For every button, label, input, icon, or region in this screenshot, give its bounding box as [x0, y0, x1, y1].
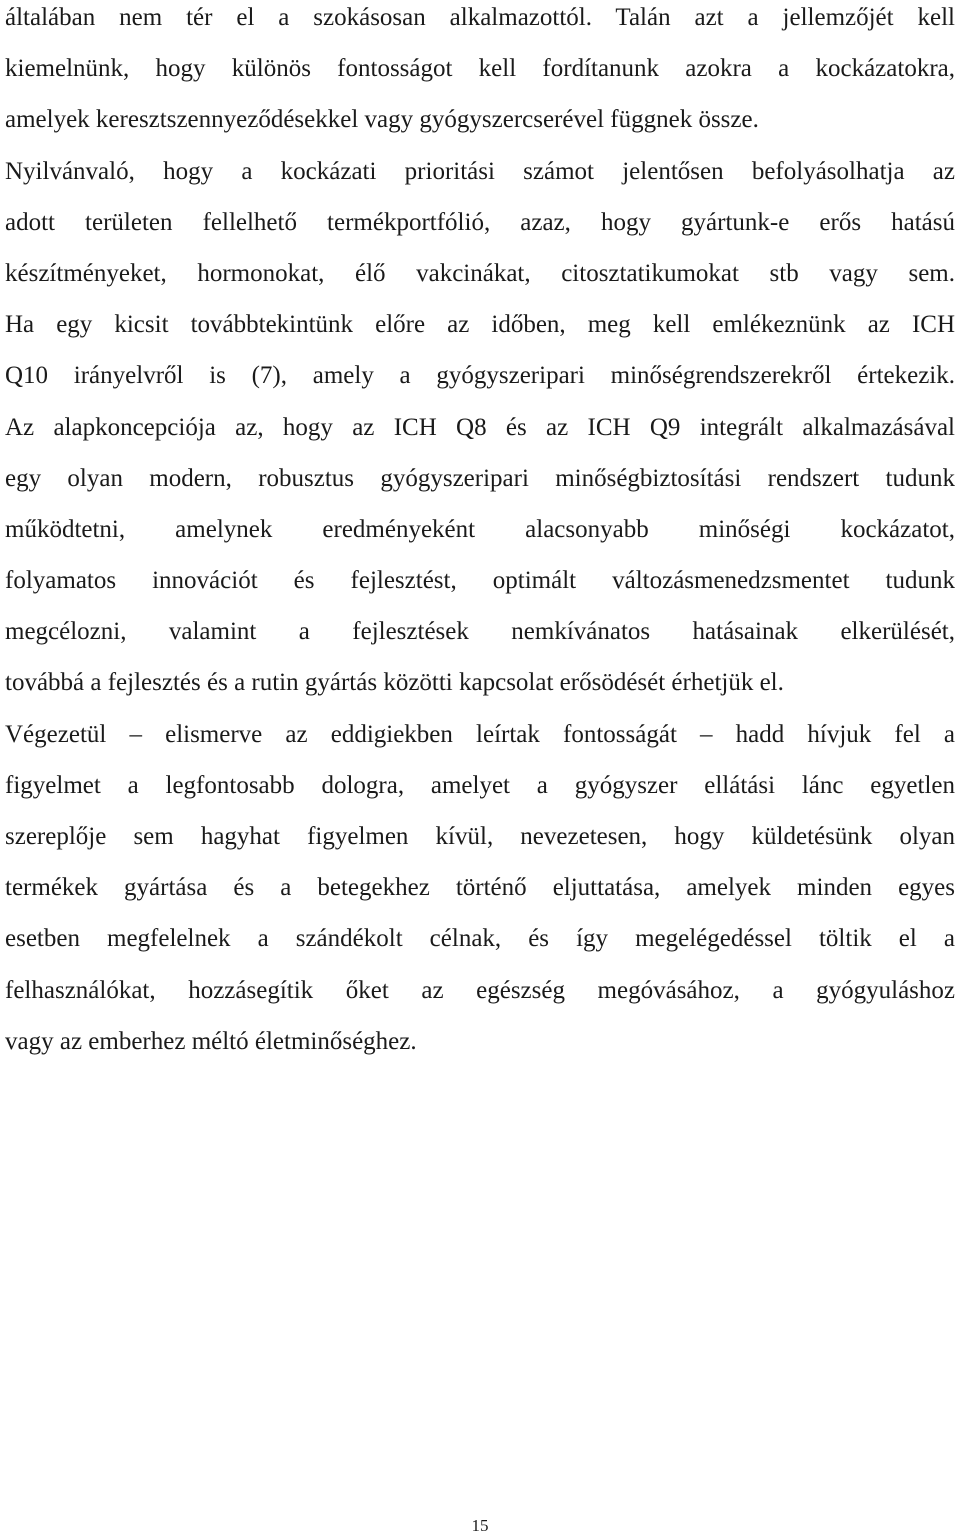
text-line: továbbá a fejlesztés és a rutin gyártás közötti kapcsolat erősödését érhetjük el. [5, 669, 784, 697]
text-line: kiemelnünk, hogy különös fontosságot kell fordítanunk azokra a kockázatokra, [5, 55, 955, 83]
text-line: készítményeket, hormonokat, élő vakcinákat, citosztatikumokat stb vagy sem. [5, 259, 955, 287]
text-line: esetben megfelelnek a szándékolt célnak, és így megelégedéssel töltik el a [5, 925, 955, 953]
text-line: adott területen fellelhető termékportfólió, azaz, hogy gyártunk-e erős hatású [5, 208, 955, 236]
text-line: Az alapkoncepciója az, hogy az ICH Q8 és az ICH Q9 integrált alkalmazásával [5, 413, 955, 441]
text-line: figyelmet a legfontosabb dologra, amelyet a gyógyszer ellátási lánc egyetlen [5, 771, 955, 799]
text-line: Q10 irányelvről is (7), amely a gyógyszeripari minőségrendszerekről értekezik. [5, 362, 955, 390]
body-text [5, 0, 955, 1067]
text-line: Nyilvánvaló, hogy a kockázati prioritási számot jelentősen befolyásolhatja az [5, 157, 955, 185]
text-line: egy olyan modern, robusztus gyógyszeripari minőségbiztosítási rendszert tudunk [5, 464, 955, 492]
text-line: felhasználókat, hozzásegítik őket az egészség megóvásához, a gyógyuláshoz [5, 976, 955, 1004]
text-line: működtetni, amelynek eredményeként alacsonyabb minőségi kockázatot, [5, 515, 955, 543]
text-line: általában nem tér el a szokásosan alkalmazottól. Talán azt a jellemzőjét kell [5, 4, 955, 31]
text-line: termékek gyártása és a betegekhez történő eljuttatása, amelyek minden egyes [5, 874, 955, 902]
text-line: vagy az emberhez méltó életminőséghez. [5, 1027, 417, 1055]
text-line: Ha egy kicsit továbbtekintünk előre az időben, meg kell emlékeznünk az ICH [5, 311, 955, 339]
text-line: amelyek keresztszennyeződésekkel vagy gyógyszercserével függnek össze. [5, 106, 759, 134]
text-line: megcélozni, valamint a fejlesztések nemkívánatos hatásainak elkerülését, [5, 618, 955, 646]
page-number: 15 [471, 1516, 489, 1535]
text-line: Végezetül – elismerve az eddigiekben leírtak fontosságát – hadd hívjuk fel a [5, 720, 955, 748]
text-line: folyamatos innovációt és fejlesztést, optimált változásmenedzsmentet tudunk [5, 567, 955, 595]
text-line: szereplője sem hagyhat figyelmen kívül, nevezetesen, hogy küldetésünk olyan [5, 823, 955, 850]
